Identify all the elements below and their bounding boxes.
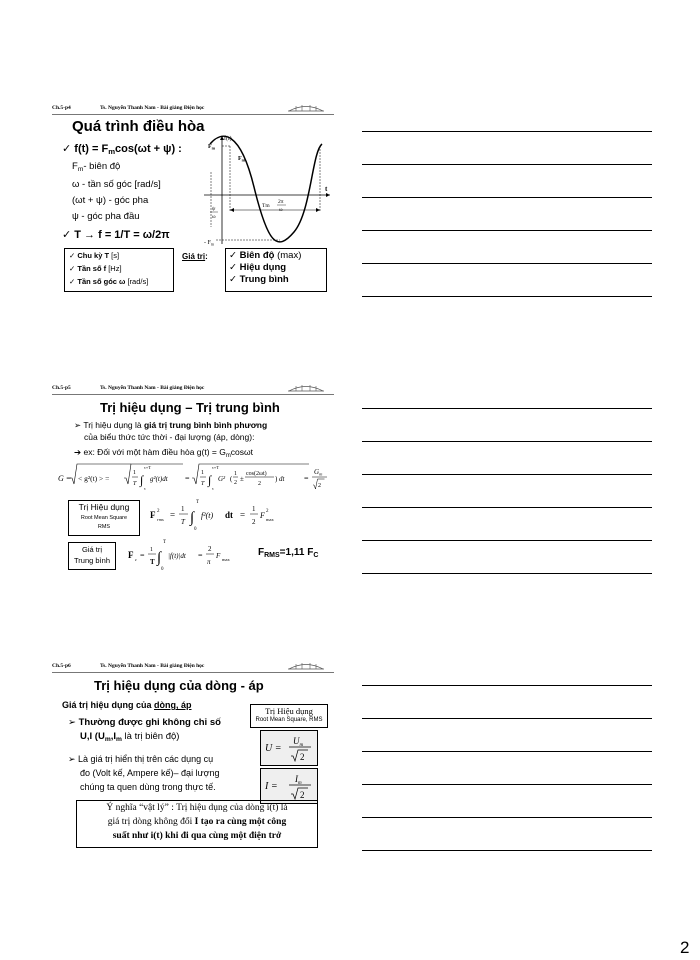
bullet-meters-cont2: chúng ta quen dùng trong thực tế. <box>80 782 216 792</box>
svg-text:dt: dt <box>225 510 234 520</box>
svg-text:T: T <box>150 558 155 566</box>
rms-label-box: Trị Hiệu dụng Root Mean Square RMS <box>68 500 140 536</box>
values-label: Giá trị: <box>182 252 208 261</box>
svg-text:0: 0 <box>161 567 164 572</box>
svg-text:2: 2 <box>252 518 256 526</box>
slide-author: Ts. Nguyễn Thanh Nam - Bài giảng Điện học <box>100 105 205 111</box>
period-relation: ✓ T → f = 1/T = ω/2π <box>62 229 170 241</box>
svg-text:2: 2 <box>157 509 160 514</box>
svg-text:τ: τ <box>144 486 146 491</box>
svg-text:< g²(t) > =: < g²(t) > = <box>78 474 110 483</box>
average-equation <box>126 536 246 576</box>
slide-author: Ts. Nguyễn Thanh Nam - Bài giảng Điện học <box>100 385 205 391</box>
bridge-logo-icon <box>288 660 324 672</box>
svg-text:=: = <box>185 474 190 483</box>
svg-text:Fm: $F_m$ <box>208 144 216 151</box>
svg-text:τ+T: τ+T <box>212 465 220 470</box>
svg-text:=: = <box>170 510 176 520</box>
svg-text:Tm: Tm <box>262 203 270 209</box>
svg-text:): ) <box>275 475 278 483</box>
svg-text:T: T <box>163 540 167 545</box>
svg-text:rms: rms <box>157 517 164 522</box>
slide-number: Ch.5-p5 <box>52 385 71 391</box>
voltage-rms-eq-box <box>260 730 318 766</box>
bridge-logo-icon <box>288 102 324 114</box>
slide-p5 <box>52 382 334 582</box>
svg-text:max: max <box>222 557 230 562</box>
slide-number: Ch.5-p4 <box>52 105 71 111</box>
svg-text:2: 2 <box>234 480 237 486</box>
bullet-meters: ➢ Là giá trị hiển thị trên các dụng cụ <box>68 754 214 764</box>
svg-text:1: 1 <box>234 471 237 477</box>
svg-text:±: ± <box>240 475 244 483</box>
svg-text:(: ( <box>230 475 233 483</box>
svg-text:T: T <box>181 518 185 526</box>
values-box: ✓ Biên độ (max) ✓ Hiệu dụng ✓ Trung bình <box>225 248 327 292</box>
svg-text:∫: ∫ <box>190 510 195 526</box>
svg-text:G²: G² <box>218 475 226 483</box>
svg-text:T: T <box>201 481 205 487</box>
current-rms-eq-box <box>260 768 318 804</box>
rms-derivation-equation <box>52 460 334 496</box>
svg-text:τ+T: τ+T <box>144 465 152 470</box>
svg-text:2: 2 <box>318 483 321 489</box>
svg-text:T: T <box>196 500 200 505</box>
svg-text:2: 2 <box>258 481 261 487</box>
svg-text:c: c <box>135 557 137 562</box>
harmonic-formula: ✓ $f(t) = F_m\cos(\omega t + \psi)$ : <box>62 143 182 156</box>
svg-text:∫: ∫ <box>140 473 144 487</box>
slide-title: Trị hiệu dụng của dòng - áp <box>94 678 264 693</box>
svg-text:dt: dt <box>279 475 285 483</box>
rms-equation <box>148 496 318 536</box>
def-phase: (ωt + ψ) - góc pha <box>72 195 149 206</box>
slide-title: Trị hiệu dụng – Trị trung bình <box>100 400 280 415</box>
slide-p6 <box>52 660 334 860</box>
slide-title: Quá trình điều hòa <box>72 118 205 135</box>
bullet-rms-def: ➢ Trị hiệu dụng là giá trị trung bình bình phương <box>74 420 268 430</box>
svg-text:max: max <box>266 517 274 522</box>
svg-text:2: 2 <box>266 509 269 514</box>
slide-header <box>52 382 334 396</box>
svg-text:Im: $I_m$ <box>295 774 302 786</box>
svg-text:1: 1 <box>150 547 153 553</box>
svg-text:Um: $U_m$ <box>293 736 304 748</box>
svg-text:2: 2 <box>208 545 212 553</box>
subtitle: Giá trị hiệu dụng của dòng, áp <box>62 700 192 710</box>
svg-text:T: T <box>133 481 137 487</box>
svg-text:- Fm: - $F_m$ <box>204 240 214 247</box>
svg-text:t: t <box>325 185 328 193</box>
svg-text:0: 0 <box>194 527 197 532</box>
harmonic-graph <box>202 132 334 250</box>
frms-relation: $F_{RMS}=1,11$ $F_C$ <box>258 547 319 559</box>
svg-text:π: π <box>207 558 211 566</box>
slide-number: Ch.5-p6 <box>52 663 71 669</box>
svg-text:|f(t)|dt: |f(t)|dt <box>168 552 186 560</box>
svg-text:cos(2ωt): cos(2ωt) <box>246 471 267 477</box>
svg-text:1: 1 <box>133 470 136 476</box>
slide-header <box>52 102 334 116</box>
svg-text:=: = <box>198 551 203 560</box>
svg-text:ψ: ψ <box>212 206 216 212</box>
svg-text:f(t): f(t) <box>224 136 232 142</box>
physical-meaning-box: Ý nghĩa “vật lý” : Trị hiệu dụng của dòng i(t) là giá trị dòng không đổi I tạo ra cùng một công suất như i(t) khi đi qua cùng một điện trở <box>76 800 318 848</box>
svg-text:F: F <box>128 550 134 560</box>
svg-text:∫: ∫ <box>157 550 162 566</box>
slide-header <box>52 660 334 674</box>
slide-p4 <box>52 102 334 302</box>
svg-text:=: = <box>304 474 309 483</box>
svg-text:F: F <box>216 552 221 560</box>
svg-text:1: 1 <box>181 505 185 513</box>
slide-author: Ts. Nguyễn Thanh Nam - Bài giảng Điện học <box>100 663 205 669</box>
svg-text:1: 1 <box>252 505 256 513</box>
svg-text:U =: U = <box>265 743 282 754</box>
svg-text:F: F <box>150 510 156 520</box>
bullet-notation-cont: U,I ($U_m,I_m$ là trị biên độ) <box>80 731 180 743</box>
svg-text:τ: τ <box>212 486 214 491</box>
svg-text:Gm: $G_m$ <box>314 468 323 477</box>
svg-text:f²(t): f²(t) <box>201 511 214 520</box>
average-label-box: Giá trị Trung bình <box>68 542 116 570</box>
svg-text:g²(t)dt: g²(t)dt <box>150 475 168 483</box>
bullet-rms-def-cont: của biểu thức tức thời - đại lượng (áp, dòng): <box>84 432 255 442</box>
svg-text:2π: 2π <box>278 199 284 205</box>
svg-text:G =: G = <box>58 474 72 483</box>
svg-text:ω: ω <box>279 207 283 213</box>
bullet-example: ➔ ex: Đối với một hàm điều hòa $g(t) = G_m\cos\omega t$ <box>74 447 254 459</box>
svg-text:=: = <box>140 551 145 560</box>
period-box: ✓ Chu kỳ T [s] ✓ Tần số f [Hz] ✓ Tần số góc ω [rad/s] <box>64 248 174 292</box>
bridge-logo-icon <box>288 382 324 394</box>
page-number: 2 <box>680 938 690 957</box>
bullet-notation: ➢ Thường được ghi không chỉ số <box>68 717 221 728</box>
svg-text:1: 1 <box>201 470 204 476</box>
svg-text:2: 2 <box>300 752 305 762</box>
svg-text:ω: ω <box>212 214 216 220</box>
svg-text:F: F <box>260 511 265 520</box>
rms-label-box: Trị Hiệu dụng Root Mean Square, RMS <box>250 704 328 728</box>
def-initial-phase: ψ - góc pha đầu <box>72 211 140 222</box>
svg-text:∫: ∫ <box>208 473 212 487</box>
svg-text:I =: I = <box>265 781 278 792</box>
def-angular-freq: ω - tần số góc [rad/s] <box>72 179 161 190</box>
svg-text:Fm: $F_m$ <box>238 156 246 163</box>
bullet-meters-cont1: đo (Volt kế, Ampere kế)– đại lượng <box>80 768 220 778</box>
svg-text:2: 2 <box>300 790 305 800</box>
svg-text:=: = <box>240 510 246 520</box>
def-amplitude: $F_m-$ biên độ <box>72 161 121 173</box>
